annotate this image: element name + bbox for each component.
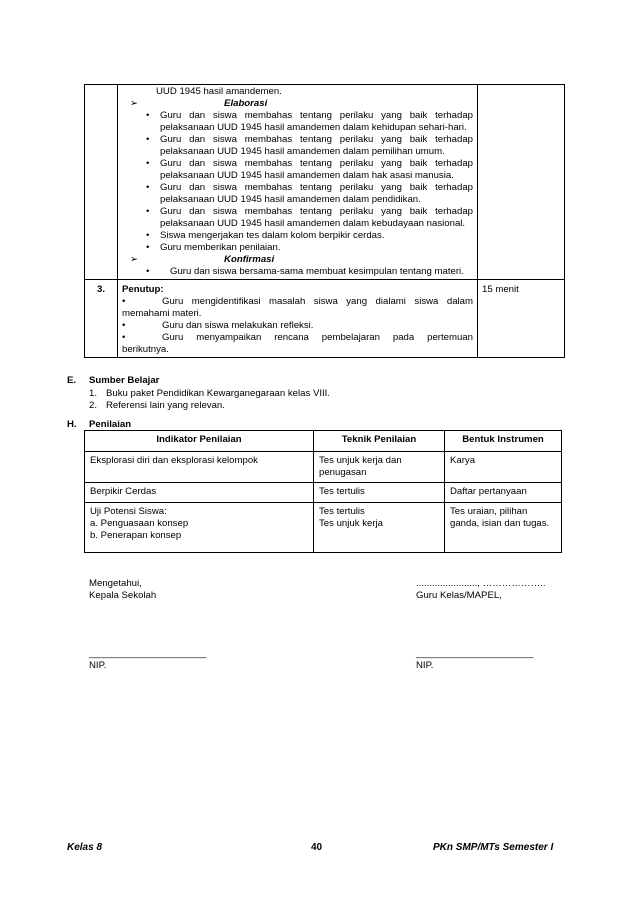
elaborasi-heading: ➢ Elaborasi: [130, 97, 268, 109]
list-item: • Guru menyampaikan rencana pembelajaran pada pertemuan berikutnya.: [122, 331, 473, 355]
table-row: [85, 482, 562, 502]
arrow-bullet-icon: ➢: [130, 253, 139, 265]
table-cell: Tes uraian, pilihan ganda, isian dan tugas.: [445, 502, 562, 552]
arrow-bullet-icon: ➢: [130, 97, 139, 109]
table-row: [85, 502, 562, 552]
list-item: • Guru dan siswa melakukan refleksi.: [122, 319, 314, 331]
list-item: 1. Buku paket Pendidikan Kewarganegaraan kelas VIII.: [89, 388, 331, 399]
sumber-heading: E. Sumber Belajar: [67, 375, 160, 386]
table-row: [85, 85, 565, 280]
activity-cell: [118, 85, 478, 280]
table-cell: Eksplorasi diri dan eksplorasi kelompok: [85, 452, 314, 483]
list-item: • Guru dan siswa bersama-sama membuat kesimpulan tentang materi.: [146, 265, 464, 277]
table-cell: Daftar pertanyaan: [445, 482, 562, 502]
konfirmasi-heading: ➢ Konfirmasi: [130, 253, 275, 265]
footer-left: Kelas 8: [67, 842, 103, 853]
activity-cell: [118, 279, 478, 357]
continued-line: UUD 1945 hasil amandemen.: [156, 86, 282, 97]
activity-table: [84, 84, 565, 358]
bullet-icon: •: [146, 157, 150, 169]
bullet-icon: •: [146, 109, 150, 121]
time-cell: [478, 85, 565, 280]
table-cell: Tes unjuk kerja dan penugasan: [314, 452, 445, 483]
table-cell: Karya: [445, 452, 562, 483]
table-row: [85, 452, 562, 483]
bullet-icon: •: [146, 241, 150, 253]
list-item: • Guru memberikan penilaian.: [146, 241, 281, 253]
list-item: • Guru mengidentifikasi masalah siswa yang dialami siswa dalam memahami materi.: [122, 295, 473, 319]
list-item: • Guru dan siswa membahas tentang perilaku yang baik terhadap pelaksanaan UUD 1945 hasil amandemen dalam hak asasi manusia.: [146, 157, 473, 181]
table-cell: Uji Potensi Siswa: a. Penguasaan konsep b. Penerapan konsep: [85, 502, 314, 552]
list-item: • Guru dan siswa membahas tentang perilaku yang baik terhadap pelaksanaan UUD 1945 hasil amandemen dalam kehidupan sehari-hari.: [146, 109, 473, 133]
time-cell: 15 menit: [478, 279, 565, 357]
sumber-list: [89, 388, 330, 412]
bullet-icon: •: [146, 229, 150, 241]
bullet-icon: •: [146, 265, 150, 277]
column-header: Bentuk Instrumen: [445, 431, 562, 452]
table-cell: Berpikir Cerdas: [85, 482, 314, 502]
row-number-cell: [85, 85, 118, 280]
bullet-icon: •: [122, 295, 126, 307]
elaborasi-list: [122, 110, 473, 254]
page-number: 40: [311, 842, 323, 853]
footer-right: PKn SMP/MTs Semester I: [433, 842, 554, 853]
column-header: Indikator Penilaian: [85, 431, 314, 452]
bullet-icon: •: [146, 205, 150, 217]
bullet-icon: •: [122, 331, 126, 343]
bullet-icon: •: [122, 319, 126, 331]
list-item: • Guru dan siswa membahas tentang perilaku yang baik terhadap pelaksanaan UUD 1945 hasil amandemen dalam pemilihan umum.: [146, 133, 473, 157]
table-header-row: [85, 431, 562, 452]
penutup-title: Penutup:: [122, 283, 164, 295]
list-item: • Siswa mengerjakan tes dalam kolom berpikir cerdas.: [146, 229, 385, 241]
list-item: • Guru dan siswa membahas tentang perilaku yang baik terhadap pelaksanaan UUD 1945 hasil amandemen dalam kebudayaan nasional.: [146, 205, 473, 229]
penilaian-heading: H. Penilaian: [67, 419, 132, 430]
bullet-icon: •: [146, 133, 150, 145]
table-cell: Tes tertulis: [314, 482, 445, 502]
penutup-list: [122, 296, 473, 356]
row-number-cell: 3.: [85, 279, 118, 357]
list-item: • Guru dan siswa membahas tentang perilaku yang baik terhadap pelaksanaan UUD 1945 hasil amandemen dalam pendidikan.: [146, 181, 473, 205]
column-header: Teknik Penilaian: [314, 431, 445, 452]
table-cell: Tes tertulis Tes unjuk kerja: [314, 502, 445, 552]
signature-left: Mengetahui, Kepala Sekolah ______________________ NIP.: [89, 578, 207, 671]
bullet-icon: •: [146, 181, 150, 193]
list-item: 2. Referensi lain yang relevan.: [89, 399, 225, 411]
table-row: [85, 279, 565, 357]
penilaian-table: [84, 430, 562, 553]
signature-right: ......................., ……………….. Guru Kelas/MAPEL, ______________________ NIP.: [416, 578, 546, 671]
